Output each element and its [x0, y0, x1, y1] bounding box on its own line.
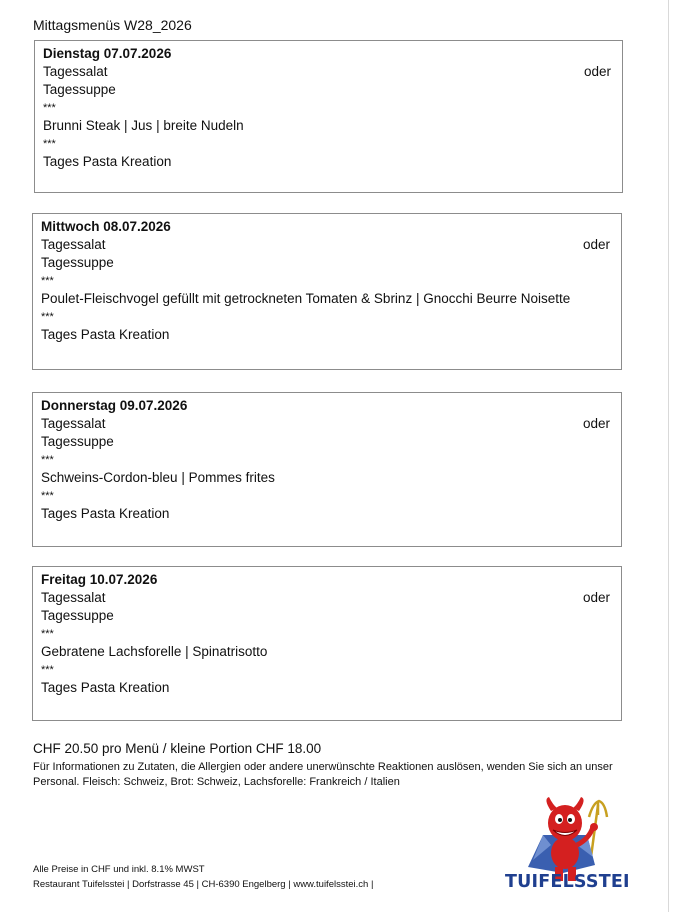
oder-label: oder: [582, 416, 610, 431]
menu-separator: ***: [41, 454, 54, 466]
oder-label: oder: [582, 237, 610, 252]
menu-main-dish: Poulet-Fleischvogel gefüllt mit getrockneten Tomaten & Sbrinz | Gnocchi Beurre Noisette: [41, 291, 571, 306]
restaurant-logo-text: TUIFELSSTEI: [505, 872, 630, 892]
oder-label: oder: [583, 64, 611, 79]
menu-soup: Tagessuppe: [41, 434, 114, 449]
day-heading: Donnerstag 09.07.2026: [41, 398, 188, 413]
menu-alternative: Tages Pasta Kreation: [41, 680, 170, 695]
menu-separator: ***: [41, 311, 54, 323]
menu-separator: ***: [43, 138, 56, 150]
day-menu-box: [32, 566, 622, 721]
day-heading: Dienstag 07.07.2026: [43, 46, 172, 61]
menu-alternative: Tages Pasta Kreation: [41, 506, 170, 521]
menu-alternative: Tages Pasta Kreation: [43, 154, 172, 169]
menu-soup: Tagessuppe: [41, 255, 114, 270]
menu-main-dish: Brunni Steak | Jus | breite Nudeln: [43, 118, 244, 133]
menu-separator: ***: [41, 275, 54, 287]
menu-salad: Tagessalat: [43, 64, 108, 79]
page-edge-rule: [668, 0, 669, 912]
footer-vat-note: Alle Preise in CHF und inkl. 8.1% MWST: [33, 864, 205, 875]
menu-soup: Tagessuppe: [41, 608, 114, 623]
allergen-info-line: Für Informationen zu Zutaten, die Allergien oder andere unerwünschte Reaktionen auslösen, wenden Sie sich an unser: [33, 761, 613, 773]
day-menu-box: [32, 213, 622, 370]
menu-alternative: Tages Pasta Kreation: [41, 327, 170, 342]
menu-salad: Tagessalat: [41, 416, 106, 431]
document-title: Mittagsmenüs W28_2026: [33, 17, 192, 33]
menu-main-dish: Gebratene Lachsforelle | Spinatrisotto: [41, 644, 268, 659]
day-menu-box: [32, 392, 622, 547]
footer: [33, 862, 373, 892]
menu-separator: ***: [41, 628, 54, 640]
menu-separator: ***: [41, 490, 54, 502]
menu-salad: Tagessalat: [41, 590, 106, 605]
day-menu-box: [34, 40, 623, 193]
oder-label: oder: [582, 590, 610, 605]
day-heading: Mittwoch 08.07.2026: [41, 219, 171, 234]
allergen-info: [33, 760, 633, 790]
menu-main-dish: Schweins-Cordon-bleu | Pommes frites: [41, 470, 275, 485]
menu-soup: Tagessuppe: [43, 82, 116, 97]
price-line: CHF 20.50 pro Menü / kleine Portion CHF 18.00: [33, 741, 322, 756]
menu-separator: ***: [41, 664, 54, 676]
menu-separator: ***: [43, 102, 56, 114]
origin-info-line: Personal. Fleisch: Schweiz, Brot: Schweiz, Lachsforelle: Frankreich / Italien: [33, 776, 400, 788]
day-heading: Freitag 10.07.2026: [41, 572, 158, 587]
footer-address: Restaurant Tuifelsstei | Dorfstrasse 45 | CH-6390 Engelberg | www.tuifelsstei.ch |: [33, 879, 374, 890]
menu-salad: Tagessalat: [41, 237, 106, 252]
